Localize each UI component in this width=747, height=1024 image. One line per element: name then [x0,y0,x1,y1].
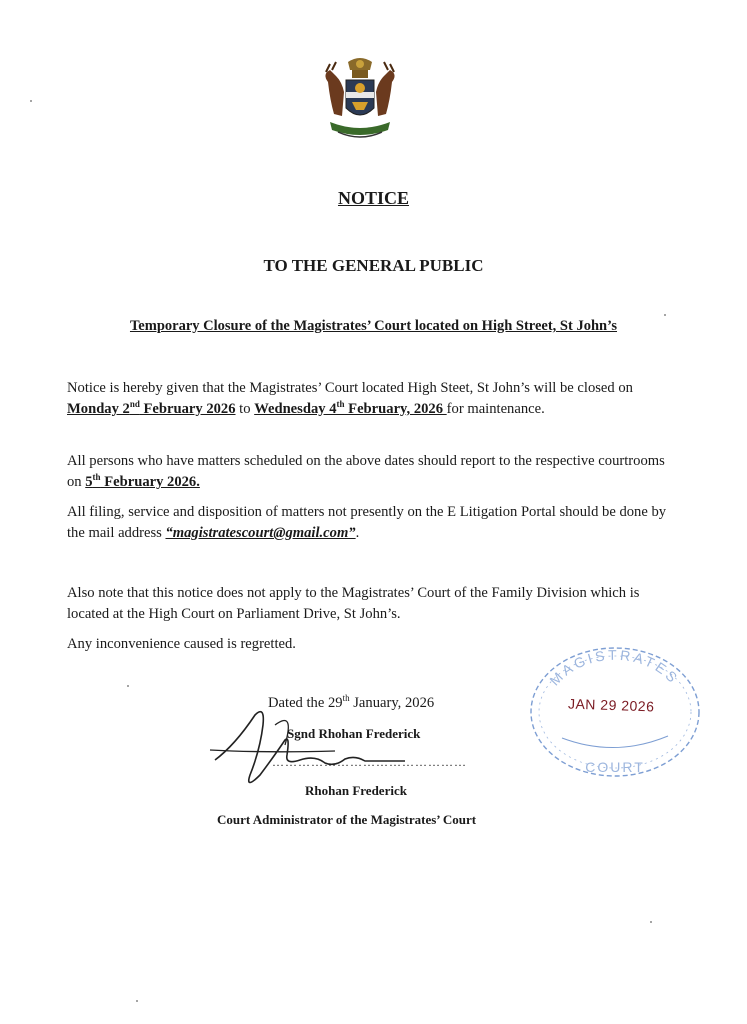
notice-addressee: TO THE GENERAL PUBLIC [263,256,484,275]
scan-speck [127,685,129,687]
scan-speck [664,314,666,316]
svg-text:MAGISTRATES [546,647,682,689]
paragraph-regret: Any inconvenience caused is regretted. [67,636,296,652]
signed-by: Sgnd Rhohan Frederick [287,726,421,741]
signatory-role: Court Administrator of the Magistrates’ Court [217,812,477,827]
notice-heading: Temporary Closure of the Magistrates’ Court located on High Street, St John’s [129,318,618,334]
paragraph-report-instructions: All persons who have matters scheduled on the above dates should report to the respective courtrooms on 5th February 2026. [67,453,665,490]
notice-title: NOTICE [337,188,409,208]
scan-speck [136,1000,138,1002]
signature-line: ……………………………………… [272,755,467,769]
stamp-top-text: MAGISTRATES [546,646,683,689]
coat-of-arms-icon [308,52,412,144]
signatory-name: Rhohan Frederick [305,783,407,798]
paragraph-closure-dates: Notice is hereby given that the Magistrates’ Court located High Steet, St John’s will be closed on Monday 2nd February 2026 to Wednesday 4th February, 2026 for maintenance. [67,380,633,417]
handwritten-signature-icon [205,705,435,795]
paragraph-family-division-note: Also note that this notice does not apply to the Magistrates’ Court of the Family Division which is located at the High Court on Parliament Drive, St John’s. [67,585,640,622]
stamp-date: JAN 29 2026 [567,695,655,715]
scan-speck [30,100,32,102]
stamp-bottom-text: COURT [585,759,645,775]
scan-speck [650,921,652,923]
dated-line: Dated the 29th January, 2026 [268,693,435,711]
email-address[interactable]: “magistratescourt@gmail.com” [165,525,356,541]
paragraph-filing-instructions: All filing, service and disposition of matters not presently on the E Litigation Portal should be done by the mail address “magistratescourt@gmail.com”. [67,504,667,541]
